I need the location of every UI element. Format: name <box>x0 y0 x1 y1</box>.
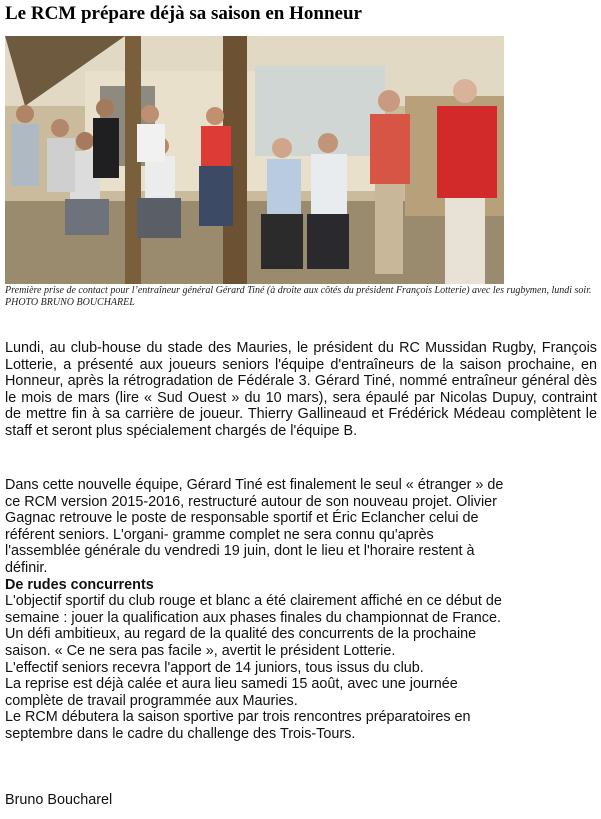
paragraph-4: L'effectif seniors recevra l'apport de 14 juniors, tous issus du club. <box>5 659 424 676</box>
paragraph-2: Dans cette nouvelle équipe, Gérard Tiné est finalement le seul « étranger » de ce RCM version 2015-2016, restructuré autour de son nouveau projet. Olivier Gagnac retrouve le poste de responsable sportif et Éric Eclancher celui de référent seniors. L'organi- gramme complet ne sera connu qu'après l'assemblée générale du vendredi 19 juin, dont le lieu et l'horaire restent à définir. <box>5 477 504 576</box>
paragraph-5: La reprise est déjà calée et aura lieu samedi 15 août, avec une journée complète de travail programmée aux Mauries. <box>5 676 458 709</box>
author-signature: Bruno Boucharel <box>5 792 113 808</box>
photo-caption-text: Première prise de contact pour l’entraîneur général Gérard Tiné (à droite aux côtés du président François Lotterie) avec les rugbymen, lundi soir. <box>5 285 592 296</box>
article-photo <box>5 36 504 284</box>
article-title: Le RCM prépare déjà sa saison en Honneur <box>5 3 362 24</box>
paragraph-6: Le RCM débutera la saison sportive par trois rencontres préparatoires en septembre dans le cadre du challenge des Trois-Tours. <box>5 709 471 742</box>
photo-credit: PHOTO BRUNO BOUCHAREL <box>5 296 135 308</box>
photo-illustration <box>5 36 504 284</box>
photo-caption <box>5 285 595 308</box>
subheading: De rudes concurrents <box>5 576 154 593</box>
article-body-continued <box>5 477 505 743</box>
paragraph-3: L'objectif sportif du club rouge et blanc a été clairement affiché en ce début de semaine : jouer la qualification aux phases finales du championnat de France. Un défi ambitieux, au regard de la qualité des concurrents de la prochaine saison. « Ce ne sera pas facile », avertit le président Lotterie. <box>5 593 502 659</box>
paragraph-1: Lundi, au club-house du stade des Mauries, le président du RC Mussidan Rugby, François Lotterie, a présenté aux joueurs seniors l'équipe d'entraîneurs de la saison prochaine, en Honneur, après la rétrogradation de Fédérale 3. Gérard Tiné, nommé entraîneur général dès le mois de mars (lire « Sud Ouest » du 10 mars), sera épaulé par Nicolas Dupuy, contraint de mettre fin à sa carrière de joueur. Thierry Gallineaud et Frédérick Médeau complètent le staff et seront plus spécialement chargés de l'équipe B. <box>5 340 597 439</box>
